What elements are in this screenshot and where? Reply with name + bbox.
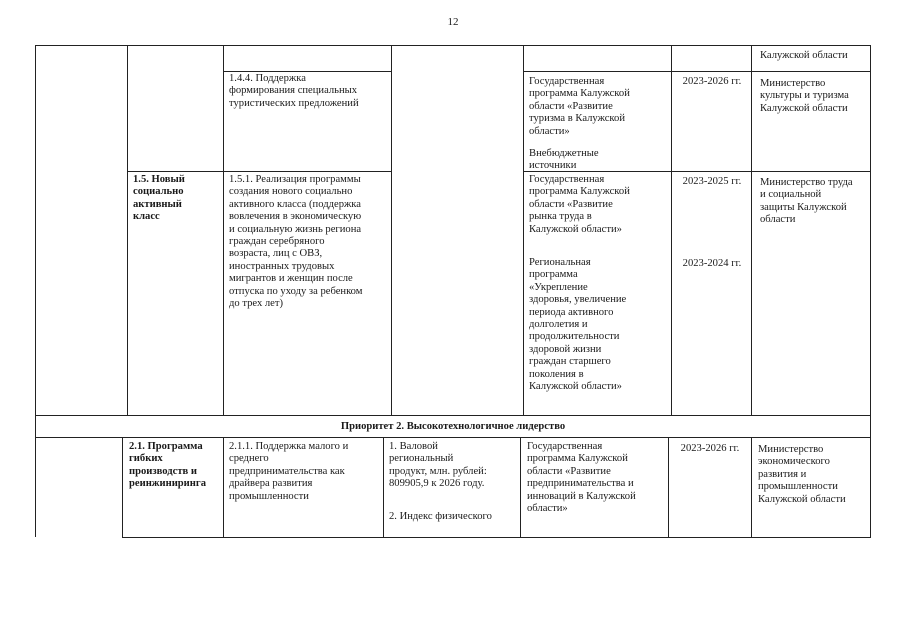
- responsible-cell: Калужской области: [760, 50, 848, 61]
- priority-header: Приоритет 2. Высокотехнологичное лидерство: [340, 421, 566, 432]
- activity-cell: 1.5.1. Реализация программы создания нового социально активного класса (поддержка вовлечения в экономическую и социальную жизнь региона граждан серебряного возраста, лиц с ОВЗ, иностранных трудовых мигрантов и женщин после отпуска по уходу за ребенком до трех лет): [229, 174, 363, 310]
- row-separator: [523, 71, 871, 72]
- activity-cell: 2.1.1. Поддержка малого и среднего предпринимательства как драйвера развития промышленности: [229, 441, 349, 502]
- direction-cell: 1.5. Новый социально активный класс: [133, 174, 185, 223]
- column-divider: [383, 437, 384, 537]
- period-cell: 2023-2026 гг.: [680, 443, 740, 454]
- row-separator: [35, 437, 871, 438]
- direction-cell: 2.1. Программа гибких производств и реинжиниринга: [129, 441, 207, 490]
- responsible-cell: Министерство культуры и туризма Калужской области: [760, 78, 849, 114]
- column-divider: [751, 437, 752, 537]
- page-number: 12: [447, 16, 459, 28]
- column-divider: [122, 437, 123, 537]
- table-top-border: [35, 45, 871, 46]
- program-cell: Государственная программа Калужской области «Развитие рынка труда в Калужской области»: [529, 174, 630, 235]
- table-left-border: [35, 45, 36, 537]
- table-right-border: [870, 45, 871, 538]
- column-divider: [127, 45, 128, 415]
- program-cell: Внебюджетные источники: [529, 148, 599, 172]
- period-cell: 2023-2025 гг.: [682, 176, 742, 187]
- indicator-cell: 2. Индекс физического: [389, 511, 492, 522]
- program-cell: Региональная программа «Укрепление здоровья, увеличение периода активного долголетия и продолжительности здоровой жизни граждан старшего поколения в Калужской области»: [529, 257, 627, 393]
- column-divider: [391, 45, 392, 415]
- column-divider: [751, 45, 752, 415]
- table-bottom-border: [122, 537, 871, 538]
- column-divider: [223, 45, 224, 415]
- responsible-cell: Министерство труда и социальной защиты Калужской области: [760, 177, 853, 226]
- activity-cell: 1.4.4. Поддержка формирования специальных туристических предложений: [229, 73, 359, 109]
- program-cell: Государственная программа Калужской области «Развитие туризма в Калужской области»: [529, 76, 630, 137]
- responsible-cell: Министерство экономического развития и промышленности Калужской области: [758, 444, 846, 505]
- column-divider: [223, 437, 224, 537]
- column-divider: [523, 45, 524, 415]
- column-divider: [671, 45, 672, 415]
- row-separator: [223, 71, 391, 72]
- program-cell: Государственная программа Калужской области «Развитие предпринимательства и инноваций в Калужской области»: [527, 441, 636, 515]
- indicator-cell: 1. Валовой региональный продукт, млн. рублей: 809905,9 к 2026 году.: [389, 441, 487, 490]
- period-cell: 2023-2026 гг.: [682, 76, 742, 87]
- row-separator: [127, 171, 391, 172]
- row-separator: [35, 415, 871, 416]
- period-cell: 2023-2024 гг.: [682, 258, 742, 269]
